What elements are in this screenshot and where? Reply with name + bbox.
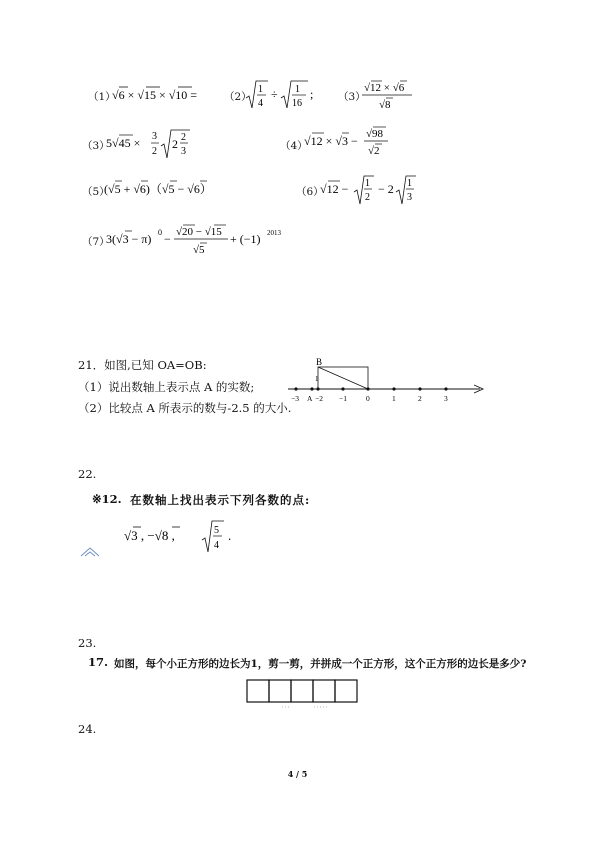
svg-text:√3 , −√8 ,: √3 , −√8 , — [124, 528, 175, 543]
svg-text:√6 × √15 × √10 =: √6 × √15 × √10 = — [112, 88, 198, 102]
problem-2-expression — [246, 78, 326, 114]
problem-3a-label: （3） — [338, 91, 366, 103]
problem-6-label: （6） — [296, 186, 324, 198]
tick-3 — [444, 387, 447, 390]
tick-minus-2 — [316, 387, 319, 390]
grid-square — [335, 680, 357, 702]
svg-text:1: 1 — [365, 178, 370, 189]
q23-number: 23. — [78, 636, 97, 650]
problem-5-label: （5） — [82, 186, 110, 198]
svg-text:3: 3 — [181, 146, 186, 157]
svg-text:1: 1 — [407, 178, 412, 189]
q22-values-text: √3 , −√8 , √(5/4) . — [1, 1, 10, 2]
svg-text:√5: √5 — [193, 244, 205, 256]
q22-number: 22. — [78, 467, 97, 481]
svg-text:−: − — [164, 232, 171, 246]
svg-text:3: 3 — [407, 192, 412, 203]
tick-a — [310, 387, 313, 390]
svg-text:√12 × √6: √12 × √6 — [364, 82, 405, 94]
svg-text:√98: √98 — [366, 128, 384, 140]
problem-4-label: （4） — [280, 140, 308, 152]
svg-text:2: 2 — [181, 132, 186, 143]
tick-label: 3 — [444, 394, 448, 403]
q21-title: 21．如图,已知 OA=OB: — [78, 358, 207, 372]
svg-text:2: 2 — [152, 146, 157, 157]
problem-3a-expression — [362, 78, 422, 116]
svg-text:+ (−1): + (−1) — [230, 232, 261, 246]
q24-number: 24. — [78, 722, 97, 736]
grid-square — [291, 680, 313, 702]
tick-label: A — [307, 394, 313, 403]
svg-text:3(√3 − π): 3(√3 − π) — [106, 232, 152, 246]
tick-label: 0 — [366, 394, 370, 403]
tick-label: 2 — [418, 394, 422, 403]
grid-square — [313, 680, 335, 702]
svg-text:.: . — [228, 528, 232, 543]
point-b-label: B — [316, 357, 323, 367]
q21-item-2: （2）比较点 A 所表示的数与-2.5 的大小. — [78, 401, 292, 415]
squares-grid-figure — [246, 679, 360, 709]
svg-text:2013: 2013 — [267, 229, 281, 237]
svg-text:√20 − √15: √20 − √15 — [176, 226, 222, 238]
unit-length-label: 1 — [315, 375, 319, 383]
svg-text:3: 3 — [152, 131, 157, 142]
unit-square-diagonal — [318, 367, 368, 389]
q21-item-1: （1）说出数轴上表示点 A 的实数; — [78, 380, 255, 394]
svg-text:√12 −: √12 − — [320, 182, 349, 196]
problem-2-label: （2） — [224, 91, 252, 103]
svg-text:(√5 + √6)（√5 − √6）: (√5 + √6)（√5 − √6） — [104, 182, 212, 196]
svg-text:2: 2 — [172, 137, 178, 151]
q23-marker: 17. — [88, 655, 109, 669]
svg-text:− 2: − 2 — [378, 182, 394, 196]
tick-label: −2 — [315, 394, 323, 403]
grid-square — [269, 680, 291, 702]
problem-7-label: （7） — [82, 236, 110, 248]
tick-label: 1 — [392, 394, 396, 403]
svg-text:5√45 ×: 5√45 × — [106, 136, 141, 150]
tick-minus-1 — [341, 387, 344, 390]
svg-text:2: 2 — [365, 192, 370, 203]
svg-text:1: 1 — [295, 84, 300, 95]
problem-3b-label: （3） — [82, 140, 110, 152]
number-line-figure — [288, 356, 488, 406]
svg-text:;: ; — [310, 87, 314, 101]
problem-1-expression — [112, 82, 212, 106]
svg-text:5: 5 — [214, 525, 219, 536]
tick-label: −1 — [339, 394, 347, 403]
problem-7-expression — [106, 222, 286, 262]
q22-text: 在数轴上找出表示下列各数的点: — [130, 493, 311, 507]
problem-4-expression — [304, 124, 394, 164]
q22-marker: ※12. — [92, 492, 122, 506]
tick-0 — [366, 387, 369, 390]
svg-text:1: 1 — [258, 84, 263, 95]
svg-text:4: 4 — [214, 540, 219, 551]
problem-1-label: （1） — [88, 91, 116, 103]
tick-2 — [418, 387, 421, 390]
q22-values — [124, 518, 254, 558]
svg-text:√8: √8 — [379, 99, 391, 111]
decorative-mark-icon — [80, 546, 100, 558]
problem-6-expression — [320, 172, 420, 212]
svg-text:0: 0 — [158, 228, 162, 237]
problem-3b-expression — [106, 126, 196, 166]
svg-text:√12 × √3 −: √12 × √3 − — [304, 134, 358, 148]
problem-5-expression — [104, 176, 234, 200]
page-number: 4 / 5 — [287, 769, 308, 779]
svg-text:÷: ÷ — [271, 87, 278, 101]
grid-square — [247, 680, 269, 702]
svg-text:16: 16 — [292, 98, 302, 109]
svg-text:4: 4 — [258, 98, 263, 109]
tick-minus-3 — [294, 387, 297, 390]
svg-text:√2: √2 — [368, 145, 380, 157]
q23-text: 如图，每个小正方形的边长为1，剪一剪，并拼成一个正方形，这个正方形的边长是多少? — [114, 658, 527, 670]
tick-1 — [392, 387, 395, 390]
tick-label: −3 — [291, 394, 299, 403]
